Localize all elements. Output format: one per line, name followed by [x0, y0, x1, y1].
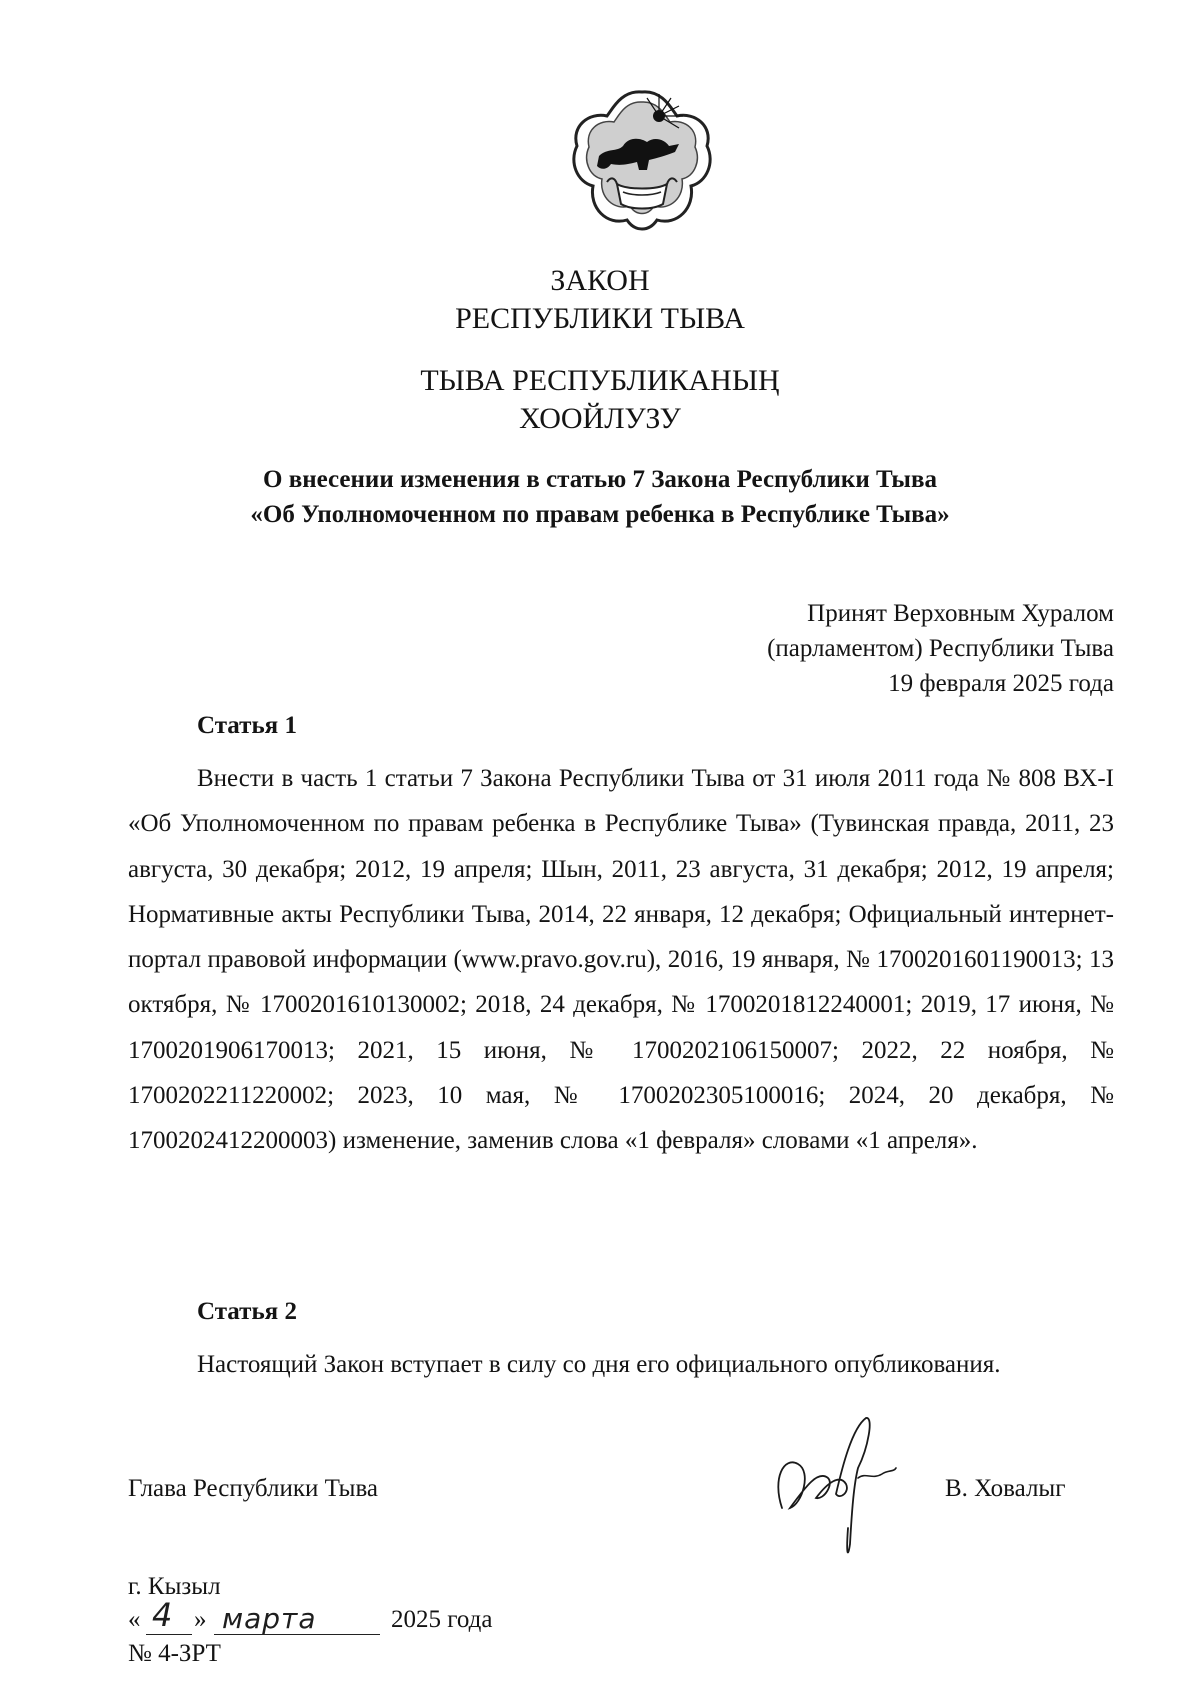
city: г. Кызыл [128, 1573, 221, 1600]
subject-line1: О внесении изменения в статью 7 Закона Республики Тыва [263, 466, 937, 493]
title-tv [0, 362, 1200, 438]
article2-heading: Статья 2 [197, 1298, 297, 1325]
law-number: № 4-ЗРТ [128, 1640, 221, 1667]
title-tv-line2: ХООЙЛУЗУ [519, 402, 681, 435]
adoption-note [767, 596, 1114, 701]
year: 2025 года [391, 1606, 493, 1633]
adoption-line2: (парламентом) Республики Тыва [767, 635, 1114, 662]
subject-line2: «Об Уполномоченном по правам ребенка в Республике Тыва» [250, 501, 950, 528]
article1-text: Внести в часть 1 статьи 7 Закона Республики Тыва от 31 июля 2011 года № 808 ВХ-I «Об Уполномоченном по правам ребенка в Республике Тыва» (Тувинская правда, 2011, 23 августа, 30 декабря; 2012, 19 апреля; Шын, 2011, 23 августа, 31 декабря; 2012, 19 апреля; Нормативные акты Республики Тыва, 2014, 22 января, 12 декабря; Официальный интернет-портал правовой информации (www.pravo.gov.ru), 2016, 19 января, № 1700201601190013; 13 октября, № 1700201610130002; 2018, 24 декабря, № 1700201812240001; 2019, 17 июня, № 1700201906170013; 2021, 15 июня, № 1700202106150007; 2022, 22 ноября, № 1700202211220002; 2023, 10 мая, № 1700202305100016; 2024, 20 декабря, № 1700202412200003) изменение, заменив слова «1 февраля» словами «1 апреля». [128, 765, 1114, 1155]
title-ru [0, 262, 1200, 338]
handwritten-day: 4 [152, 1596, 173, 1634]
signatory-name: В. Ховалыг [945, 1475, 1066, 1502]
quote-open: « [128, 1606, 141, 1633]
law-subject [0, 462, 1200, 532]
title-ru-line2: РЕСПУБЛИКИ ТЫВА [455, 302, 745, 335]
signatory-position: Глава Республики Тыва [128, 1475, 379, 1502]
title-tv-line1: ТЫВА РЕСПУБЛИКАНЫҢ [420, 364, 780, 397]
article2-text: Настоящий Закон вступает в силу со дня его официального опубликования. [197, 1351, 1001, 1378]
handwritten-month: марта [222, 1602, 317, 1635]
day-underline [146, 1634, 192, 1635]
quote-close: » [194, 1606, 207, 1633]
handwritten-signature [762, 1408, 912, 1558]
article1-heading: Статья 1 [197, 712, 297, 739]
adoption-line3: 19 февраля 2025 года [888, 670, 1114, 697]
adoption-line1: Принят Верховным Хуралом [807, 600, 1114, 627]
title-ru-line1: ЗАКОН [550, 264, 650, 297]
tuva-emblem-icon [567, 86, 717, 234]
